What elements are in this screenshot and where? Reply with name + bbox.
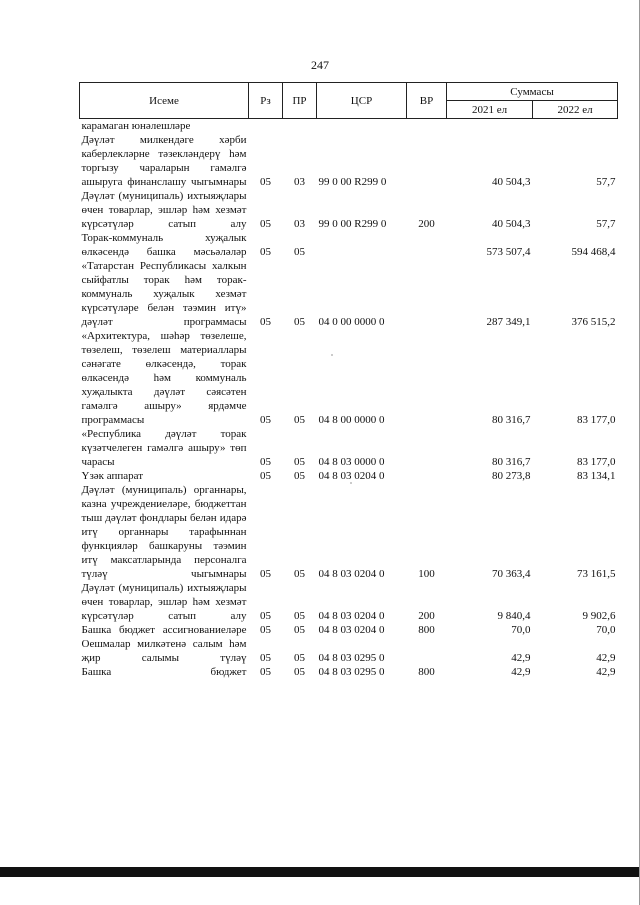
header-csr: ЦСР xyxy=(317,83,407,119)
cell-name: Дәүләт (муниципаль) ихтыяҗлары өчен товарлар, эшләр һәм хезмәт күрсәтүләр сатып алу xyxy=(81,190,247,230)
cell-vr: 200 xyxy=(418,218,435,230)
cell-sum-2022: 83 177,0 xyxy=(577,414,616,426)
cell-vr xyxy=(407,231,447,259)
table-row xyxy=(80,665,618,679)
cell-rz: 05 xyxy=(260,666,271,678)
cell-name: Башка бюджет xyxy=(81,666,247,678)
cell-name: «Республика дәүләт торак күзәтчелеген гамәлгә ашыру» төп чарасы xyxy=(81,428,247,468)
cell-vr xyxy=(407,427,447,469)
header-rz: Рз xyxy=(249,83,283,119)
cell-csr: 04 0 00 0000 0 xyxy=(318,316,385,328)
header-sums: Суммасы xyxy=(447,83,618,101)
cell-sum-2021 xyxy=(447,119,533,134)
table-row xyxy=(80,231,618,259)
cell-pr: 05 xyxy=(294,652,305,664)
cell-csr: 99 0 00 R299 0 xyxy=(318,218,387,230)
cell-pr: 05 xyxy=(294,316,305,328)
cell-rz: 05 xyxy=(260,316,271,328)
table-body xyxy=(80,119,618,680)
cell-sum-2021: 40 504,3 xyxy=(492,176,531,188)
cell-vr xyxy=(407,637,447,665)
cell-rz: 05 xyxy=(260,470,271,482)
cell-csr: 04 8 03 0204 0 xyxy=(318,610,385,622)
cell-rz: 05 xyxy=(260,652,271,664)
cell-csr: 99 0 00 R299 0 xyxy=(318,176,387,188)
cell-name: «Архитектура, шәһәр төзелеше, төзелеш, төзелеш материаллары сәнәгате өлкәсендә, торак өлкәсендә һәм коммуналь хуҗалыкта дәүләт сәясәтен гамәлгә ашыру» ярдәмче программасы xyxy=(81,330,247,426)
header-name: Исеме xyxy=(80,83,249,119)
cell-pr: 03 xyxy=(294,218,305,230)
cell-csr: 04 8 03 0295 0 xyxy=(318,666,385,678)
cell-vr xyxy=(407,329,447,427)
cell-sum-2022: 73 161,5 xyxy=(577,568,616,580)
cell-sum-2021: 80 273,8 xyxy=(492,470,531,482)
cell-vr xyxy=(407,259,447,329)
cell-name: Үзәк аппарат xyxy=(81,470,144,482)
cell-name: Дәүләт (муниципаль) ихтыяҗлары өчен товарлар, эшләр һәм хезмәт күрсәтүләр сатып алу xyxy=(81,582,247,622)
cell-vr: 200 xyxy=(418,610,435,622)
table-row xyxy=(80,623,618,637)
cell-rz: 05 xyxy=(260,610,271,622)
table-row xyxy=(80,133,618,189)
cell-csr: 04 8 03 0204 0 xyxy=(318,568,385,580)
cell-sum-2022: 9 902,6 xyxy=(582,610,616,622)
cell-vr: 800 xyxy=(418,624,435,636)
cell-sum-2022: 70,0 xyxy=(596,624,616,636)
cell-csr: 04 8 03 0295 0 xyxy=(318,652,385,664)
scan-speck xyxy=(331,354,333,356)
cell-pr: 05 xyxy=(294,610,305,622)
cell-sum-2021: 40 504,3 xyxy=(492,218,531,230)
table-row xyxy=(80,581,618,623)
cell-sum-2021: 80 316,7 xyxy=(492,456,531,468)
cell-csr: 04 8 03 0204 0 xyxy=(318,624,385,636)
cell-sum-2021: 287 349,1 xyxy=(486,316,531,328)
cell-sum-2021: 70 363,4 xyxy=(492,568,531,580)
cell-sum-2021: 9 840,4 xyxy=(497,610,531,622)
cell-sum-2022 xyxy=(533,119,618,134)
table-row xyxy=(80,483,618,581)
table-row xyxy=(80,427,618,469)
table-row xyxy=(80,329,618,427)
cell-pr: 05 xyxy=(294,666,305,678)
cell-sum-2021: 70,0 xyxy=(511,624,531,636)
table-row xyxy=(80,119,618,134)
cell-pr: 03 xyxy=(294,176,305,188)
header-pr: ПР xyxy=(283,83,317,119)
cell-pr: 05 xyxy=(294,414,305,426)
cell-csr: 04 8 03 0000 0 xyxy=(318,456,385,468)
cell-sum-2022: 83 134,1 xyxy=(577,470,616,482)
cell-csr: 04 8 03 0204 0 xyxy=(318,470,385,482)
scan-speck xyxy=(350,482,352,484)
cell-csr xyxy=(317,231,407,259)
cell-sum-2022: 42,9 xyxy=(596,652,616,664)
cell-pr: 05 xyxy=(294,470,305,482)
cell-sum-2021: 573 507,4 xyxy=(486,246,531,258)
cell-sum-2021: 42,9 xyxy=(511,666,531,678)
cell-sum-2022: 42,9 xyxy=(596,666,616,678)
cell-name: Торак-коммуналь хуҗалык өлкәсендә башка мәсьәләләр xyxy=(81,232,247,258)
header-year-2021: 2021 ел xyxy=(447,101,533,119)
cell-sum-2022: 376 515,2 xyxy=(571,316,616,328)
cell-name: Оешмалар милкәтенә салым һәм җир салымы түләү xyxy=(81,638,247,664)
cell-name: Дәүләт милкендәге хәрби каберлекләрне тәзекләндерү һәм торгызу чараларын гамәлгә ашыруга финанслашу чыгымнары xyxy=(81,134,247,188)
cell-rz: 05 xyxy=(260,568,271,580)
page-number: 247 xyxy=(311,58,329,72)
cell-name: карамаган юнәлешләре xyxy=(81,120,191,132)
cell-pr: 05 xyxy=(294,246,305,258)
table-row xyxy=(80,259,618,329)
cell-vr: 100 xyxy=(418,568,435,580)
cell-rz: 05 xyxy=(260,176,271,188)
cell-vr xyxy=(407,133,447,189)
scan-bottom-bar xyxy=(0,867,640,877)
header-year-2022: 2022 ел xyxy=(533,101,618,119)
cell-rz: 05 xyxy=(260,414,271,426)
cell-pr: 05 xyxy=(294,568,305,580)
cell-vr xyxy=(407,119,447,134)
cell-rz: 05 xyxy=(260,456,271,468)
table-row xyxy=(80,189,618,231)
cell-csr: 04 8 00 0000 0 xyxy=(318,414,385,426)
cell-sum-2021: 42,9 xyxy=(511,652,531,664)
cell-sum-2021: 80 316,7 xyxy=(492,414,531,426)
cell-sum-2022: 83 177,0 xyxy=(577,456,616,468)
table-row xyxy=(80,469,618,483)
cell-name: Башка бюджет ассигнованиеләре xyxy=(81,624,247,636)
table-row xyxy=(80,637,618,665)
cell-pr: 05 xyxy=(294,624,305,636)
budget-table xyxy=(79,82,618,679)
cell-name: «Татарстан Республикасы халкын сыйфатлы торак һәм торак-коммуналь хуҗалык хезмәт күрсәтүләре белән тәэмин итү» дәүләт программасы xyxy=(81,260,247,328)
cell-rz xyxy=(249,119,283,134)
cell-rz: 05 xyxy=(260,246,271,258)
cell-pr xyxy=(283,119,317,134)
cell-vr xyxy=(407,469,447,483)
cell-vr: 800 xyxy=(418,666,435,678)
cell-sum-2022: 57,7 xyxy=(596,218,616,230)
cell-name: Дәүләт (муниципаль) органнары, казна учреждениеләре, бюджеттан тыш дәүләт фондлары белән идарә итү органнары тарафыннан функцияләр башкаруны тәэмин итү максатларында персоналга түләү чыгымнары xyxy=(81,484,247,580)
cell-sum-2022: 594 468,4 xyxy=(571,246,616,258)
header-vr: ВР xyxy=(407,83,447,119)
cell-pr: 05 xyxy=(294,456,305,468)
cell-rz: 05 xyxy=(260,218,271,230)
cell-csr xyxy=(317,119,407,134)
cell-rz: 05 xyxy=(260,624,271,636)
cell-sum-2022: 57,7 xyxy=(596,176,616,188)
